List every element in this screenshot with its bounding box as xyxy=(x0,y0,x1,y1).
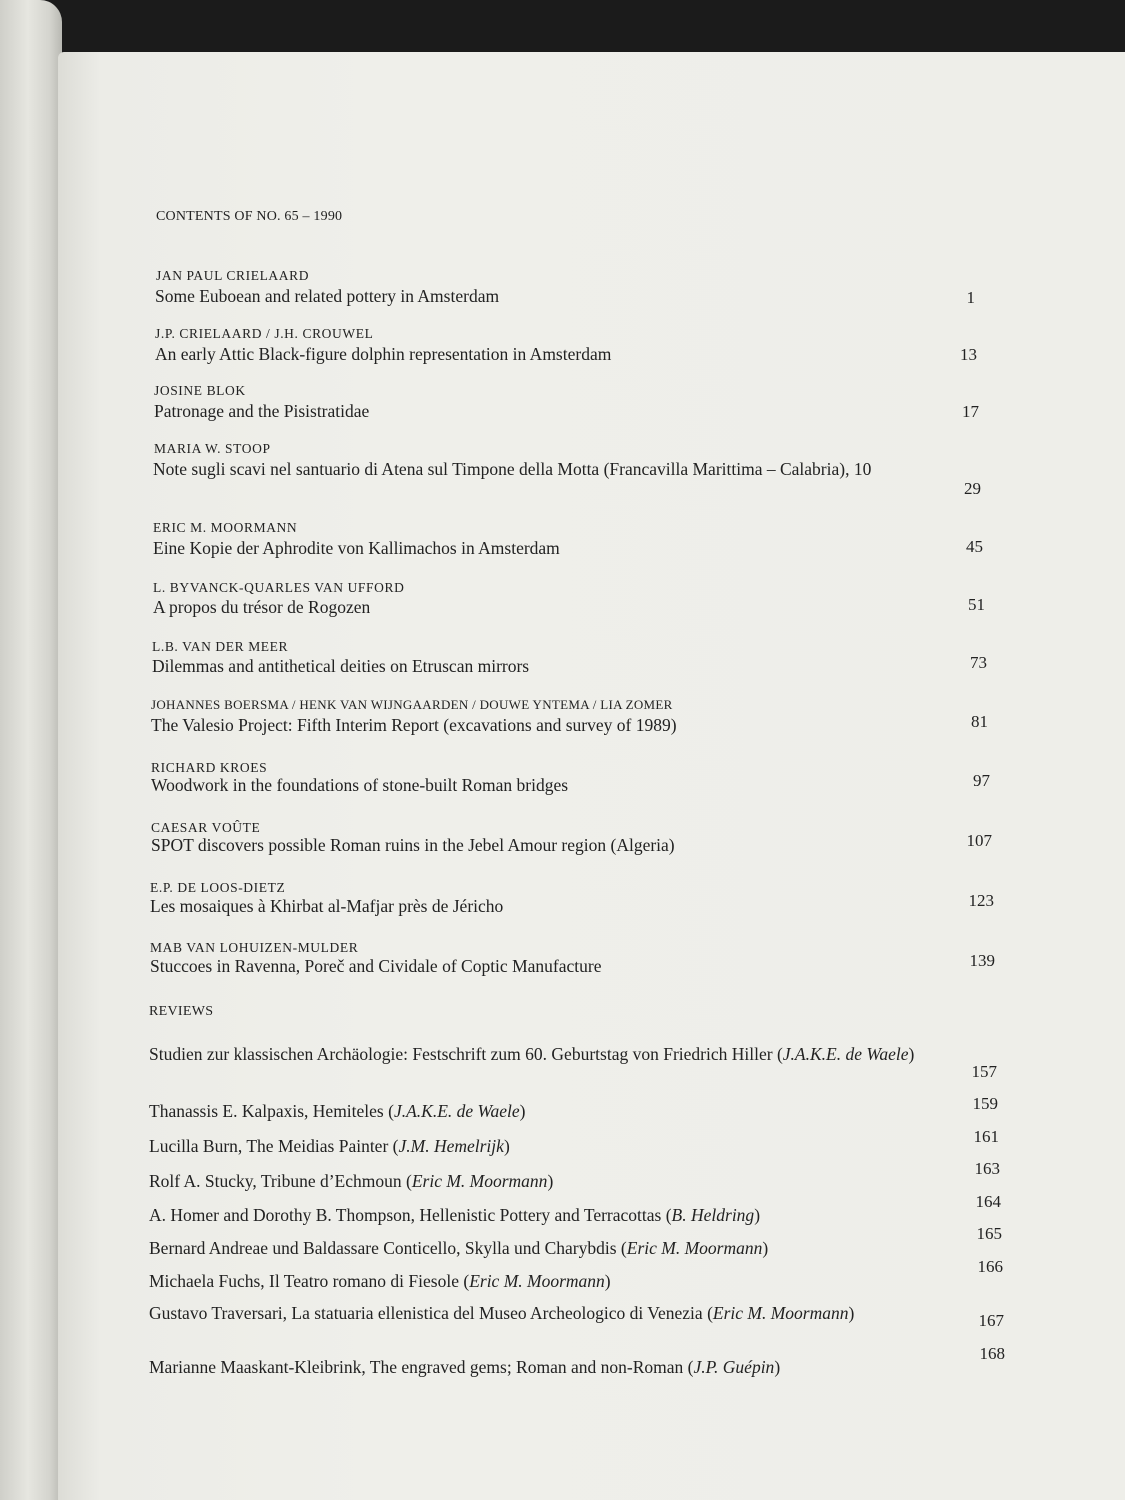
reviews-heading: REVIEWS xyxy=(149,1004,214,1019)
review-reviewer: Eric M. Moormann xyxy=(626,1238,763,1258)
review-reviewer: J.P. Guépin xyxy=(693,1357,775,1377)
article-page: 13 xyxy=(960,345,977,364)
article-title: Eine Kopie der Aphrodite von Kallimachos in Amsterdam xyxy=(153,538,560,558)
article-page: 81 xyxy=(971,712,988,731)
article-author: JOSINE BLOK xyxy=(154,383,246,398)
article-page: 107 xyxy=(966,831,992,850)
review-page: 166 xyxy=(977,1257,1003,1276)
article-author: CAESAR VOÛTE xyxy=(151,820,261,835)
review-page: 161 xyxy=(973,1127,999,1146)
review-reviewer: J.A.K.E. de Waele xyxy=(782,1044,909,1064)
article-title: Woodwork in the foundations of stone-built Roman bridges xyxy=(151,775,569,795)
review-page: 157 xyxy=(971,1062,997,1081)
article-page: 51 xyxy=(968,595,985,614)
review-entry: Gustavo Traversari, La statuaria ellenistica del Museo Archeologico di Venezia (Eric M. Moormann) xyxy=(149,1303,855,1323)
article-title: SPOT discovers possible Roman ruins in the Jebel Amour region (Algeria) xyxy=(151,835,675,855)
review-page: 168 xyxy=(979,1344,1005,1363)
review-page: 159 xyxy=(972,1094,998,1113)
article-title: The Valesio Project: Fifth Interim Report (excavations and survey of 1989) xyxy=(151,715,677,735)
review-entry: Marianne Maaskant-Kleibrink, The engraved gems; Roman and non-Roman (J.P. Guépin) xyxy=(149,1357,781,1377)
article-author: ERIC M. MOORMANN xyxy=(153,520,298,535)
review-entry: A. Homer and Dorothy B. Thompson, Hellenistic Pottery and Terracottas (B. Heldring) xyxy=(149,1205,761,1225)
article-title: Some Euboean and related pottery in Amsterdam xyxy=(155,286,500,306)
review-work: Bernard Andreae und Baldassare Conticello, Skylla und Charybdis xyxy=(149,1238,617,1258)
article-author: JAN PAUL CRIELAARD xyxy=(156,268,310,283)
review-entry: Thanassis E. Kalpaxis, Hemiteles (J.A.K.E. de Waele) xyxy=(149,1101,526,1121)
review-reviewer: B. Heldring xyxy=(671,1205,755,1225)
article-title: Les mosaiques à Khirbat al-Mafjar près de Jéricho xyxy=(150,896,504,916)
article-title: Note sugli scavi nel santuario di Atena sul Timpone della Motta (Francavilla Marittima – Calabria), 10 xyxy=(153,459,872,479)
review-entry: Studien zur klassischen Archäologie: Festschrift zum 60. Geburtstag von Friedrich Hiller (J.A.K.E. de Waele) xyxy=(149,1044,915,1064)
review-work: Thanassis E. Kalpaxis, Hemiteles xyxy=(149,1101,384,1121)
article-title: An early Attic Black-figure dolphin representation in Amsterdam xyxy=(155,344,612,364)
review-page: 167 xyxy=(978,1311,1004,1330)
review-reviewer: Eric M. Moormann xyxy=(411,1171,548,1191)
review-reviewer: J.M. Hemelrijk xyxy=(398,1136,504,1156)
article-page: 45 xyxy=(966,537,983,556)
review-work: Marianne Maaskant-Kleibrink, The engraved gems; Roman and non-Roman xyxy=(149,1357,684,1377)
article-author: RICHARD KROES xyxy=(151,760,268,775)
article-author: MAB VAN LOHUIZEN-MULDER xyxy=(150,940,359,955)
article-author: JOHANNES BOERSMA / HENK VAN WIJNGAARDEN / DOUWE YNTEMA / LIA ZOMER xyxy=(151,697,673,712)
review-reviewer: Eric M. Moormann xyxy=(712,1303,849,1323)
article-author: L. BYVANCK-QUARLES VAN UFFORD xyxy=(153,580,405,595)
review-work: Gustavo Traversari, La statuaria ellenistica del Museo Archeologico di Venezia xyxy=(149,1303,703,1323)
review-entry: Rolf A. Stucky, Tribune d’Echmoun (Eric M. Moormann) xyxy=(149,1171,554,1191)
article-page: 1 xyxy=(966,288,975,307)
article-author: MARIA W. STOOP xyxy=(154,441,271,456)
review-reviewer: J.A.K.E. de Waele xyxy=(393,1101,520,1121)
article-author: E.P. DE LOOS-DIETZ xyxy=(150,880,286,895)
review-work: Studien zur klassischen Archäologie: Festschrift zum 60. Geburtstag von Friedrich Hiller xyxy=(149,1044,773,1064)
review-entry: Michaela Fuchs, Il Teatro romano di Fiesole (Eric M. Moormann) xyxy=(149,1271,611,1291)
review-page: 164 xyxy=(975,1192,1001,1211)
review-page: 163 xyxy=(974,1159,1000,1178)
article-title: Dilemmas and antithetical deities on Etruscan mirrors xyxy=(152,656,530,676)
article-page: 139 xyxy=(969,951,995,970)
review-entry: Bernard Andreae und Baldassare Conticello, Skylla und Charybdis (Eric M. Moormann) xyxy=(149,1238,769,1258)
article-page: 73 xyxy=(970,653,987,672)
review-work: A. Homer and Dorothy B. Thompson, Hellenistic Pottery and Terracottas xyxy=(149,1205,662,1225)
article-page: 17 xyxy=(962,402,979,421)
article-page: 123 xyxy=(968,891,994,910)
page-title: CONTENTS OF NO. 65 – 1990 xyxy=(156,209,343,224)
review-entry: Lucilla Burn, The Meidias Painter (J.M. Hemelrijk) xyxy=(149,1136,510,1156)
article-page: 97 xyxy=(973,771,990,790)
article-page: 29 xyxy=(964,479,981,498)
review-work: Michaela Fuchs, Il Teatro romano di Fiesole xyxy=(149,1271,459,1291)
article-author: J.P. CRIELAARD / J.H. CROUWEL xyxy=(155,326,374,341)
article-title: Patronage and the Pisistratidae xyxy=(154,401,370,421)
article-author: L.B. VAN DER MEER xyxy=(152,639,289,654)
article-title: Stuccoes in Ravenna, Poreč and Cividale of Coptic Manufacture xyxy=(150,956,602,976)
review-work: Rolf A. Stucky, Tribune d’Echmoun xyxy=(149,1171,402,1191)
review-page: 165 xyxy=(976,1224,1002,1243)
review-work: Lucilla Burn, The Meidias Painter xyxy=(149,1136,389,1156)
review-reviewer: Eric M. Moormann xyxy=(469,1271,605,1291)
article-title: A propos du trésor de Rogozen xyxy=(153,597,371,617)
